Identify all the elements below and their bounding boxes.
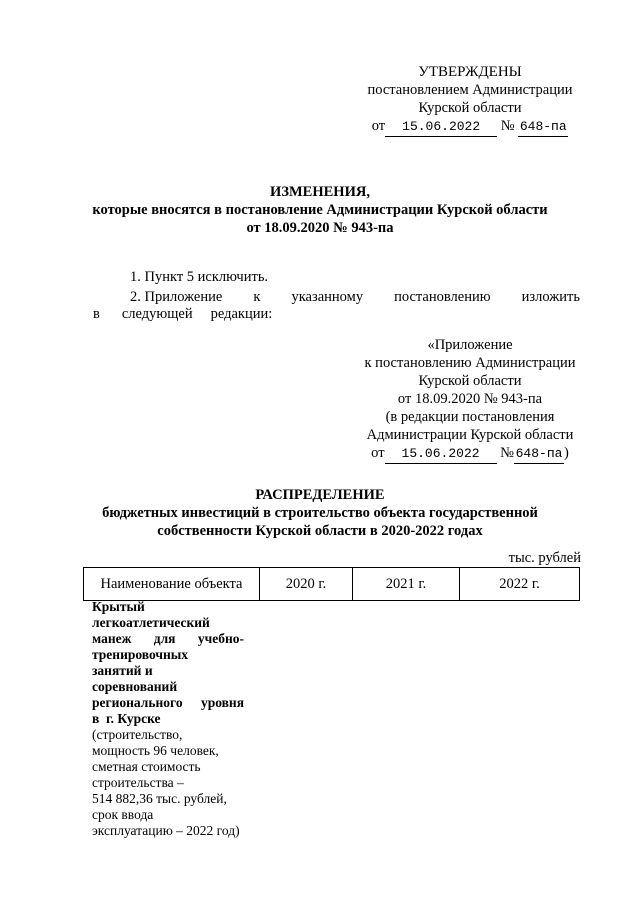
- item-2-word: изложить: [521, 289, 580, 305]
- appendix-date-prefix: от: [371, 445, 385, 461]
- appendix-date-line: [340, 444, 600, 464]
- approval-title: УТВЕРЖДЕНЫ: [418, 64, 522, 80]
- object-details: [92, 727, 244, 839]
- object-title-word: уровня: [200, 695, 244, 710]
- object-title-word: для: [153, 631, 176, 646]
- distribution-table-header: [83, 567, 580, 601]
- object-title-line: [92, 695, 244, 711]
- changes-line-1: которые вносятся в постановление Администрации Курской области: [92, 202, 548, 218]
- object-detail-line: 514 882,36 тыс. рублей,: [92, 791, 227, 806]
- object-detail-line: сметная стоимость: [92, 759, 201, 774]
- item-2-word: постановлению: [394, 289, 491, 305]
- header-2021: 2021 г.: [353, 568, 460, 601]
- appendix-block: [340, 336, 600, 464]
- approval-date-line: [340, 117, 600, 137]
- approval-line-1: постановлением Администрации: [367, 82, 573, 98]
- object-title-word: учебно-: [197, 631, 244, 646]
- appendix-line-1: «Приложение: [427, 337, 513, 353]
- object-title-line: занятий и: [92, 663, 153, 678]
- object-detail-line: срок ввода: [92, 807, 154, 822]
- object-title-line: соревнований: [92, 679, 178, 694]
- item-2-cont-word: в: [93, 306, 100, 322]
- changes-line-2: от 18.09.2020 № 943-па: [246, 220, 394, 236]
- approval-line-2: Курской области: [418, 100, 522, 116]
- item-2-continuation: [93, 304, 272, 324]
- object-detail-line: эксплуатацию – 2022 год): [92, 823, 240, 838]
- changes-title: ИЗМЕНЕНИЯ,: [270, 184, 370, 200]
- appendix-line-4: от 18.09.2020 № 943-па: [397, 391, 543, 407]
- item-2-cont-word: редакции:: [210, 306, 273, 322]
- approval-date-prefix: от: [371, 118, 386, 134]
- item-2-word: к: [253, 289, 261, 305]
- object-title-line: в г. Курске: [92, 711, 161, 726]
- distribution-line-2: собственности Курской области в 2020-2022 годах: [157, 523, 483, 539]
- appendix-line-3: Курской области: [418, 373, 522, 389]
- appendix-line-6: Администрации Курской области: [366, 427, 574, 443]
- distribution-heading: [0, 486, 640, 540]
- appendix-close: ): [564, 445, 569, 461]
- approval-date: 15.06.2022: [385, 118, 497, 137]
- object-description: [92, 599, 244, 839]
- appendix-number-prefix: №: [500, 445, 515, 461]
- approval-number-prefix: №: [500, 118, 515, 134]
- units-label: тыс. рублей: [508, 550, 581, 566]
- item-2-word: указанному: [291, 289, 364, 305]
- header-2020: 2020 г.: [260, 568, 353, 601]
- object-detail-line: мощность 96 человек,: [92, 743, 219, 758]
- appendix-date: 15.06.2022: [385, 445, 497, 464]
- distribution-title: РАСПРЕДЕЛЕНИЕ: [255, 487, 385, 503]
- changes-heading: [0, 183, 640, 237]
- object-detail-line: строительства –: [92, 775, 184, 790]
- item-1: 1. Пункт 5 исключить.: [130, 269, 269, 285]
- object-title-line: Крытый: [92, 599, 145, 614]
- object-title: [92, 599, 244, 727]
- object-title-word: манеж: [92, 631, 132, 646]
- header-object-name: Наименование объекта: [84, 568, 260, 601]
- appendix-number: 648-па: [514, 445, 564, 464]
- header-2022: 2022 г.: [460, 568, 580, 601]
- appendix-line-2: к постановлению Администрации: [364, 355, 576, 371]
- object-detail-line: (строительство,: [92, 727, 183, 742]
- object-title-line: тренировочных: [92, 647, 189, 662]
- item-2-cont-word: следующей: [121, 306, 193, 322]
- approval-block: [340, 63, 600, 137]
- object-title-line: легкоатлетический: [92, 615, 210, 630]
- item-2-word: 2. Приложение: [130, 289, 223, 305]
- distribution-line-1: бюджетных инвестиций в строительство объекта государственной: [102, 505, 538, 521]
- object-title-word: регионального: [92, 695, 183, 710]
- object-title-line: [92, 631, 244, 647]
- appendix-line-5: (в редакции постановления: [385, 409, 555, 425]
- approval-number: 648-па: [518, 118, 568, 137]
